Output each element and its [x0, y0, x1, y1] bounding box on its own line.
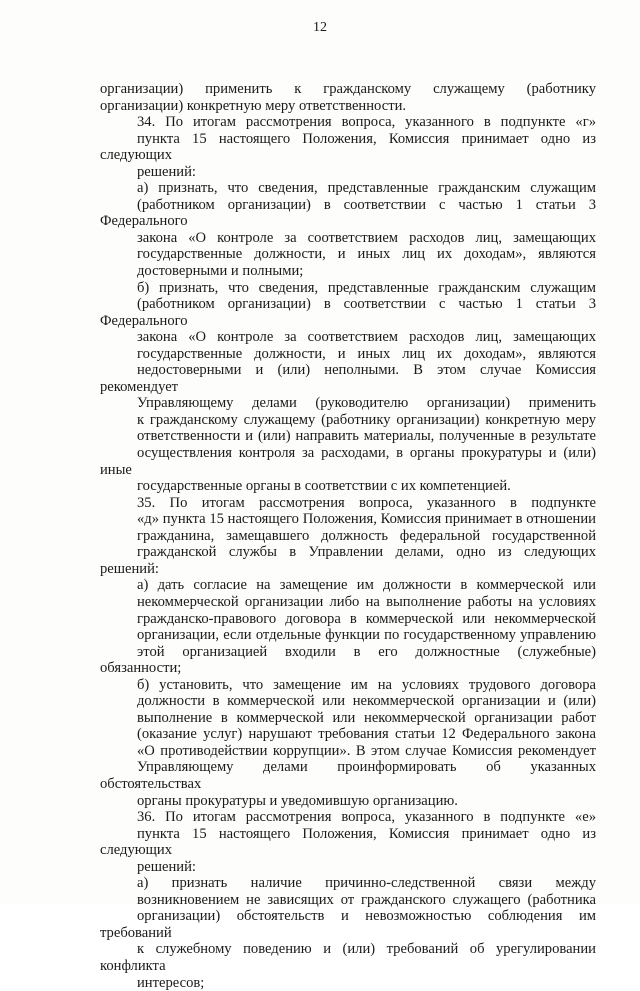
text-line: организации, если отдельные функции по государственному управлению [137, 627, 596, 644]
text-line: Управляющему делами (руководителю организации) применить [137, 395, 596, 412]
text-line: 34. По итогам рассмотрения вопроса, указанного в подпункте «г» [137, 114, 596, 131]
text-line: должности в коммерческой или некоммерческой организации и (или) [137, 693, 596, 710]
text-line: выполнение в коммерческой или некоммерческой организации работ [137, 709, 596, 726]
text-line: решений: [137, 858, 196, 875]
paragraph-34 [100, 114, 596, 180]
text-line: «д» пункта 15 настоящего Положения, Комиссия принимает в отношении [137, 511, 596, 528]
text-line: недостоверными и (или) неполными. В этом случае Комиссия рекомендует [100, 362, 596, 395]
text-line: (работником организации) в соответствии с частью 1 статьи 3 Федерального [100, 296, 596, 329]
text-line: интересов; [137, 974, 205, 991]
paragraph-34-a [100, 180, 596, 279]
text-line: к служебному поведению и (или) требований об урегулировании конфликта [100, 941, 596, 974]
text-line: осуществления контроля за расходами, в органы прокуратуры и (или) иные [100, 445, 596, 478]
text-line: этой организацией входили в его должностные (служебные) обязанности; [100, 643, 596, 677]
text-line: а) признать наличие причинно-следственной связи между [137, 875, 596, 892]
text-line: б) установить, что замещение им на условиях трудового договора [137, 676, 596, 693]
text-line: закона «О контроле за соответствием расходов лиц, замещающих [137, 229, 596, 246]
text-line: гражданской службы в Управлении делами, одно из следующих решений: [100, 544, 596, 577]
text-line: возникновением не зависящих от гражданского служащего (работника [137, 891, 596, 908]
text-line: пункта 15 настоящего Положения, Комиссия принимает одно из следующих [100, 825, 596, 859]
paragraph-34-b [100, 280, 596, 495]
text-line: организации) применить к гражданскому служащему (работнику [100, 81, 596, 97]
paragraph-35-a [100, 577, 596, 676]
paragraph-36 [100, 809, 596, 875]
paragraph-35 [100, 495, 596, 578]
text-line: государственные органы в соответствии с их компетенцией. [137, 478, 511, 495]
text-line: организации) конкретную меру ответственности. [100, 97, 407, 114]
text-line: закона «О контроле за соответствием расходов лиц, замещающих [137, 329, 596, 346]
text-line: гражданина, замещавшего должность федеральной государственной [137, 527, 596, 544]
text-line: государственные должности, и иных лиц их доходам», являются [137, 246, 596, 263]
page-number: 12 [313, 20, 327, 35]
text-line: к гражданскому служащему (работнику организации) конкретную меру [137, 411, 596, 428]
text-line: некоммерческой организации либо на выполнение работы на условиях [137, 593, 596, 610]
text-line: государственные должности, и иных лиц их доходам», являются [137, 345, 596, 362]
document-body [100, 81, 596, 991]
text-line: органы прокуратуры и уведомившую организацию. [137, 792, 458, 809]
text-line: (оказание услуг) нарушают требования статьи 12 Федерального закона [137, 726, 596, 743]
paragraph-continuation [100, 81, 596, 114]
text-line: б) признать, что сведения, представленные гражданским служащим [137, 279, 596, 296]
text-line: (работником организации) в соответствии с частью 1 статьи 3 Федерального [100, 196, 596, 230]
text-line: а) признать, что сведения, представленные гражданским служащим [137, 180, 596, 197]
paragraph-36-a [100, 875, 596, 991]
text-line: «О противодействии коррупции». В этом случае Комиссия рекомендует [137, 742, 596, 759]
paragraph-35-b [100, 677, 596, 809]
text-line: достоверными и полными; [137, 263, 304, 280]
text-line: а) дать согласие на замещение им должности в коммерческой или [137, 577, 596, 594]
text-line: решений: [137, 163, 196, 180]
text-line: 35. По итогам рассмотрения вопроса, указанного в подпункте [137, 494, 596, 511]
text-line: организации) обстоятельств и невозможностью соблюдения им требований [100, 908, 596, 941]
text-line: пункта 15 настоящего Положения, Комиссия принимает одно из следующих [100, 130, 596, 164]
text-line: Управляющему делами проинформировать об указанных обстоятельствах [100, 759, 596, 792]
text-line: гражданско-правового договора в коммерческой или некоммерческой [137, 610, 596, 627]
text-line: 36. По итогам рассмотрения вопроса, указанного в подпункте «е» [137, 809, 596, 826]
text-line: ответственности и (или) направить материалы, полученные в результате [137, 428, 596, 445]
